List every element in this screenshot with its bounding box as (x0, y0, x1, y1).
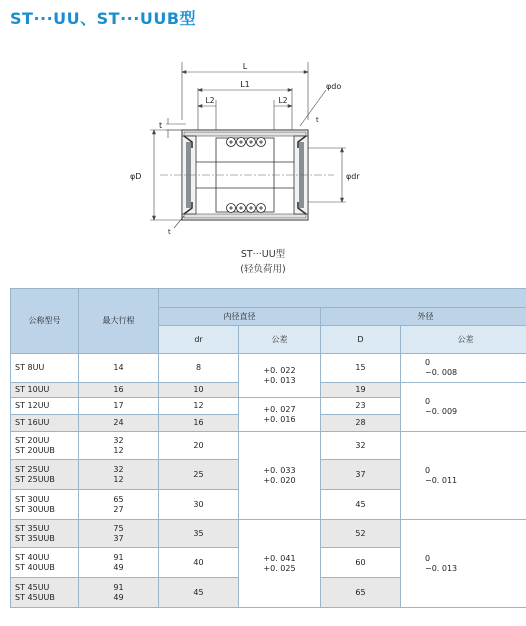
table-row (11, 354, 526, 383)
tol-in-upper: +0. 027 (263, 404, 296, 414)
tol-out-upper: 0 (425, 358, 431, 367)
cell-tol-out-group (401, 383, 526, 432)
cell-model: ST 8UU (11, 354, 79, 383)
spec-table (10, 288, 526, 608)
cell-model: ST 16UU (11, 415, 79, 432)
tol-in-upper: +0. 041 (263, 553, 296, 563)
cell-D: 52 (321, 520, 401, 548)
label-t-top: t (159, 121, 163, 130)
cell-stroke: 17 (79, 398, 159, 415)
cell-dr: 8 (159, 354, 239, 383)
cell-dr: 12 (159, 398, 239, 415)
cell-D: 19 (321, 383, 401, 398)
cell-model: ST 30UU ST 30UUB (11, 490, 79, 520)
header-tol-in: 公差 (239, 326, 321, 354)
tol-out-lower: −0. 009 (425, 407, 458, 416)
table-row (11, 432, 526, 460)
table-row (11, 520, 526, 548)
cell-stroke: 32 12 (79, 432, 159, 460)
cell-model: ST 10UU (11, 383, 79, 398)
cell-D: 28 (321, 415, 401, 432)
header-tol-out: 公差 (401, 326, 526, 354)
tol-in-upper: +0. 033 (263, 465, 296, 475)
cell-model: ST 40UU ST 40UUB (11, 548, 79, 578)
cell-D: 45 (321, 490, 401, 520)
tol-out-upper: 0 (425, 553, 431, 563)
cell-stroke: 14 (79, 354, 159, 383)
cell-dr: 20 (159, 432, 239, 460)
dimension-dr (308, 148, 346, 202)
header-D: D (321, 326, 401, 354)
cell-tol-in-group (239, 354, 321, 398)
label-t-bottom: t (168, 228, 171, 236)
bearing-drawing (120, 58, 400, 248)
cell-model: ST 45UU ST 45UUB (11, 578, 79, 608)
drawing-caption-type: ST···UU型 (240, 249, 286, 260)
label-do: φdo (326, 82, 342, 91)
page-title: ST···UU、ST···UUB型 (10, 9, 197, 28)
header-inner-diameter: 内径直径 (159, 308, 321, 326)
cell-dr: 16 (159, 415, 239, 432)
header-model: 公称型号 (11, 289, 79, 354)
label-D: φD (130, 172, 142, 181)
cell-stroke: 75 37 (79, 520, 159, 548)
cell-dr: 40 (159, 548, 239, 578)
tol-in-upper: +0. 022 (263, 365, 296, 375)
cell-dr: 10 (159, 383, 239, 398)
tol-in-lower: +0. 025 (263, 563, 296, 573)
label-L1: L1 (240, 80, 250, 89)
tol-out-upper: 0 (425, 465, 431, 475)
label-L2-left: L2 (205, 96, 215, 105)
cell-tol-out-group (401, 432, 526, 520)
cell-tol-in-group (239, 520, 321, 608)
cell-D: 32 (321, 432, 401, 460)
dimension-L2 (198, 100, 292, 134)
cell-tol-out-group (401, 520, 526, 608)
cell-model: ST 12UU (11, 398, 79, 415)
tol-out-upper: 0 (425, 397, 431, 406)
cell-D: 23 (321, 398, 401, 415)
cell-stroke: 24 (79, 415, 159, 432)
cell-dr: 35 (159, 520, 239, 548)
cell-stroke: 65 27 (79, 490, 159, 520)
cell-model: ST 35UU ST 35UUB (11, 520, 79, 548)
tol-out-lower: −0. 011 (425, 475, 458, 485)
header-outer-diameter: 外径 (321, 308, 526, 326)
header-dr: dr (159, 326, 239, 354)
cell-D: 37 (321, 460, 401, 490)
cell-dr: 30 (159, 490, 239, 520)
cell-stroke: 91 49 (79, 578, 159, 608)
cell-dr: 25 (159, 460, 239, 490)
cell-tol-in-group (239, 432, 321, 520)
tol-in-lower: +0. 013 (263, 375, 296, 385)
tol-out-lower: −0. 013 (425, 563, 458, 573)
cell-tol-out-group (401, 354, 526, 383)
cell-D: 60 (321, 548, 401, 578)
label-L: L (242, 62, 248, 71)
cell-stroke: 32 12 (79, 460, 159, 490)
label-t-side: t (316, 116, 319, 124)
cell-stroke: 16 (79, 383, 159, 398)
cell-stroke: 91 49 (79, 548, 159, 578)
tol-in-lower: +0. 020 (263, 475, 296, 485)
dimension-L1 (198, 88, 292, 133)
label-L2-right: L2 (278, 96, 288, 105)
header-blank (159, 289, 526, 308)
cell-model: ST 25UU ST 25UUB (11, 460, 79, 490)
drawing-caption-load: (轻负荷用) (240, 264, 286, 275)
cell-dr: 45 (159, 578, 239, 608)
cell-D: 15 (321, 354, 401, 383)
t-bottom-leader (174, 216, 184, 228)
label-dr: φdr (346, 172, 360, 181)
tol-out-lower: −0. 008 (425, 368, 458, 377)
cell-tol-in-group (239, 398, 321, 432)
tol-in-lower: +0. 016 (263, 414, 296, 424)
cell-model: ST 20UU ST 20UUB (11, 432, 79, 460)
header-max-stroke: 最大行程 (79, 289, 159, 354)
cell-D: 65 (321, 578, 401, 608)
do-leader (300, 90, 326, 126)
